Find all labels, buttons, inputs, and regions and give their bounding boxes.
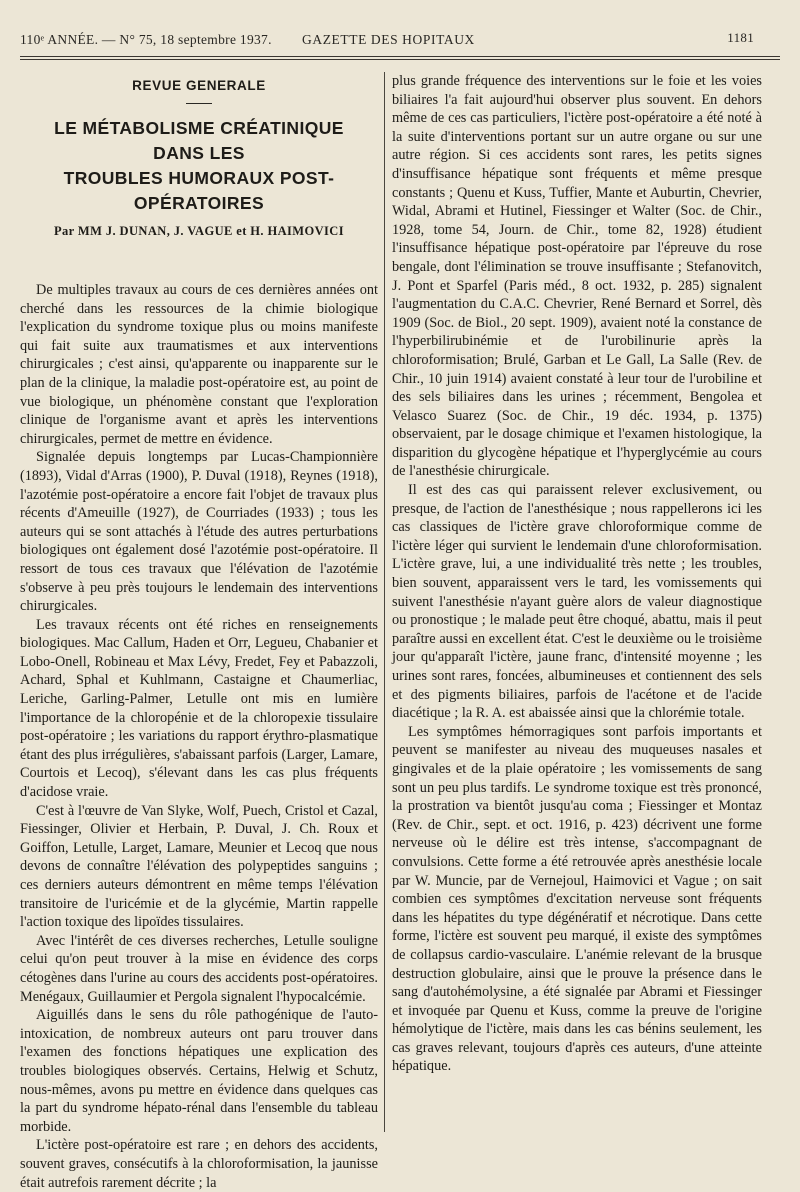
page-number: 1181	[727, 30, 754, 45]
header-rule-top	[20, 56, 780, 57]
issue-info: 110ᵉ ANNÉE. — N° 75, 18 septembre 1937.	[20, 32, 272, 47]
paragraph: Les symptômes hémorragiques sont parfois importants et peuvent se manifester au niveau des muqueuses nasales et gingivales et de la plaie opératoire ; les vomissements de sang sont un peu plus tardifs. Le syndrome toxique est très prononcé, la prostration va bientôt jusqu'au coma ; Fiessinger et Montaz (Rev. de Chir., sept. et oct. 1916, p. 423) décrivent une forme nerveuse où le délire est très intense, s'accompagnant de convulsions. Cette forme a été retrouvée après anesthésie locale par W. Muncie, par de Vernejoul, Haimovici et Vague ; on sait combien ces symptômes d'excitation nerveuse sont fréquents dans les hépatites du type dégénératif et nécrotique. Dans cette forme, l'ictère est souvent peu marqué, il existe des symptômes de collapsus cardio-vasculaire. L'anémie relevant de la brusque destruction globulaire, ainsi que le prouve la présence dans le sang d'autohémolysine, a été signalée par Abrami et Fiessinger et invoquée par Quenu et Kuss, comme la preuve de l'origine hémolytique de l'ictère, mais dans les cas bénins seulement, les cas graves relevant, toujours d'après ces auteurs, d'une atteinte hépatique.	[392, 723, 762, 1075]
paragraph: Avec l'intérêt de ces diverses recherches, Letulle souligne celui qu'on peut trouver à la mise en évidence des corps cétogènes dans l'urine au cours des accidents post-opératoires. Menégaux, Guillaumier et Pergola signalent l'hypocalcémie.	[20, 932, 378, 1005]
article-title-line-1: LE MÉTABOLISME CRÉATINIQUE	[54, 118, 344, 138]
column-divider	[384, 72, 385, 1132]
paragraph: Les travaux récents ont été riches en renseignements biologiques. Mac Callum, Haden et Orr, Legueu, Chabanier et Lobo-Onell, Robineau et Max Lévy, Fredet, Fey et Pabazzoli, Achard, Sphal et Kuhlmann, Castaigne et Chaumerliac, Leriche, Garling-Palmer, Letulle ont mis en lumière l'importance de la chloropénie et de la chloropexie tissulaire post-opératoire ; les variations du rapport érythro-plasmatique étant des plus irrégulières, s'abaissant parfois (Larger, Lamare, Courtois et Lecoq), s'élevant dans les cas plus fréquents d'acidose vraie.	[20, 616, 378, 801]
paragraph: plus grande fréquence des interventions sur le foie et les voies biliaires l'a fait aujourd'hui observer plus souvent. En dehors même de ces cas particuliers, l'ictère post-opératoire a été noté à la suite d'interventions portant sur un autre organe ou sur une autre région. Si ces accidents sont rares, les petits signes d'insuffisance hépatique sont fréquents et même presque constants ; Quenu et Kuss, Tuffier, Mante et Auburtin, Chevrier, Widal, Abrami et Hutinel, Fiessinger et Walter (Soc. de Chir., 1928, tome 54, Journ. de Chir., tome 82, 1928) étudient l'insuffisance hépatique post-opératoire par l'épreuve du rose bengale, dont l'élimination se trouve insuffisante ; Stefanovitch, J. Pont et Sparfel (Paris méd., 8 oct. 1932, p. 285) signalent l'augmentation du C.A.C. Chevrier, René Bernard et Sorrel, dès 1909 (Soc. de Biol., 20 sept. 1909), avaient noté la constance de l'hyperbilirubinémie et de l'urobilinurie après la chloroformisation; Brulé, Garban et Le Gall, La Salle (Rev. de Chir., 10 juin 1914) avaient constaté à leur tour de l'urobiline et des sels biliaires dans les urines ; récemment, Bengolea et Velasco Suarez (Soc. de Chir., 19 déc. 1934, p. 1375) observaient, par le dosage chimique et l'examen histologique, la disparition du glycogène hépatique et l'hyperglycémie au cours de l'anesthésie chirurgicale.	[392, 73, 762, 480]
paragraph: C'est à l'œuvre de Van Slyke, Wolf, Puech, Cristol et Cazal, Fiessinger, Olivier et Herbain, P. Duval, J. Ch. Roux et Goiffon, Letulle, Larget, Lamare, Meunier et Lecoq que nous devons de connaître l'élévation des polypeptides sanguins ; ces derniers auteurs démontrent en même temps l'élévation transitoire de l'uricémie et de la glycémie, Martin rappelle l'action toxique des lipoïdes tissulaires.	[20, 802, 378, 931]
article-title-line-2: DANS LES	[153, 143, 245, 163]
paragraph: Il est des cas qui paraissent relever exclusivement, ou presque, de l'action de l'anesthésique ; nous rappellerons ici les cas classiques de l'ictère grave chloroformique comme de l'ictère léger qui survient le lendemain d'une chloroformisation. L'ictère grave, lui, a une individualité très nette ; les troubles, bien souvent, apparaissent vers le tard, les vomissements qui suivent l'anesthésie n'ayant guère alors de valeur diagnostique ou pronostique ; le malade peut être choqué, abattu, mais il peut paraître aussi en excellent état. C'est le deuxième ou le troisième jour qu'apparaît l'ictère, jaune franc, d'intensité moyenne ; les urines sont rares, foncées, albumineuses et contiennent des sels et des pigments biliaires, parfois de l'acétone et de l'acide diacétique ; la R. A. est abaissée ainsi que la chlorémie totale.	[392, 482, 762, 722]
section-label: REVUE GENERALE	[132, 78, 266, 93]
article-title-line-3: TROUBLES HUMORAUX POST-OPÉRATOIRES	[63, 168, 335, 213]
paragraph: L'ictère post-opératoire est rare ; en dehors des accidents, souvent graves, consécutifs à la chloroformisation, la jaunisse était autrefois rarement décrite ; la	[20, 1137, 378, 1191]
journal-title: GAZETTE DES HOPITAUX	[302, 32, 475, 47]
right-column	[392, 72, 762, 1076]
right-column-body	[392, 72, 762, 1076]
paragraph: Signalée depuis longtemps par Lucas-Championnière (1893), Vidal d'Arras (1900), P. Duval (1918), Reynes (1918), l'azotémie post-opératoire a encore fait l'objet de travaux plus récents d'Ameuille (1927), de Courriades (1933) ; tous les auteurs qui se sont attachés à l'étude des autres perturbations biologiques ont également dosé l'azotémie post-opératoire. Il ressort de tous ces travaux que l'élévation de l'azotémie s'observe à peu près toujours le lendemain des interventions chirurgicales.	[20, 449, 378, 615]
header-rule-bottom	[20, 59, 780, 60]
section-rule	[186, 103, 212, 104]
left-column-body	[20, 281, 378, 1192]
left-column	[20, 72, 378, 1192]
article-authors: Par MM J. DUNAN, J. VAGUE et H. HAIMOVICI	[54, 224, 344, 238]
paragraph: De multiples travaux au cours de ces dernières années ont cherché dans les ressources de la chimie biologique l'explication du syndrome toxique plus ou moins manifeste qui fait suite aux traumatismes et aux interventions chirurgicales ; c'est ainsi, qu'apparente ou inapparente sur le plan de la clinique, la maladie post-opératoire est, au point de vue biologique, un phénomène constant que l'exploration clinique de l'organisme avant et après les interventions chirurgicales, permet de mettre en évidence.	[20, 282, 378, 447]
paragraph: Aiguillés dans le sens du rôle pathogénique de l'auto-intoxication, de nombreux auteurs ont paru trouver dans l'examen des fonctions hépatiques une explication des troubles biologiques observés. Certains, Helwig et Schutz, nous-mêmes, avons pu mettre en évidence dans quelques cas la part du syndrome hépato-rénal dans l'ensemble du tableau morbide.	[20, 1007, 378, 1135]
